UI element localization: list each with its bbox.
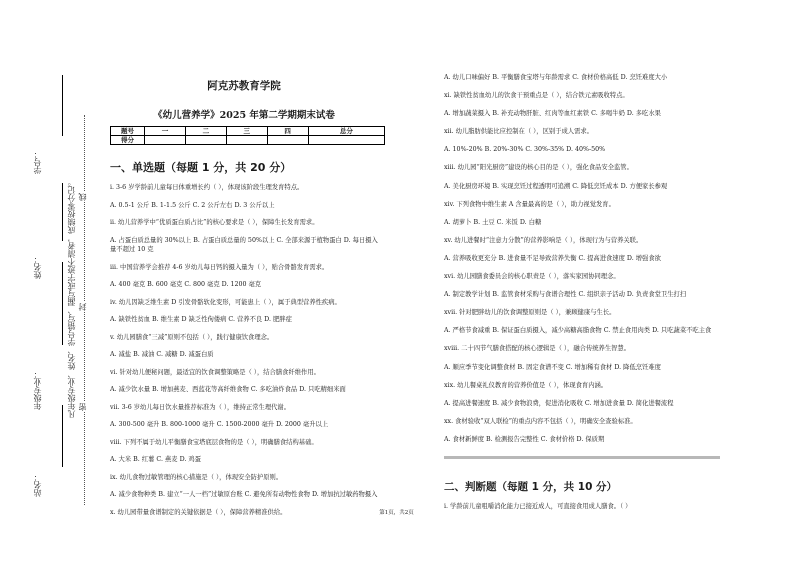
score-table-header-row	[111, 127, 385, 136]
question-options: A. 制定教学计划 B. 监管食材采购与食谱合理性 C. 组织亲子活动 D. 负责食堂卫生打扫	[444, 291, 687, 299]
question-text: ix. 幼儿食物过敏管理的核心措施是（ ），体现安全防护原则。	[110, 473, 283, 481]
question-text: xi. 缺铁性贫血幼儿的饮食干预重点是（ ），结合铁元素吸收特点。	[444, 92, 629, 100]
header-cell: 四	[267, 127, 308, 136]
question-options: A. 缺铁性贫血 B. 维生素 D 缺乏性佝偻病 C. 营养不良 D. 肥胖症	[110, 316, 292, 323]
section-heading-true-false: 二、判断题（每题 1 分，共 10 分）	[444, 481, 618, 494]
question-options: A. 提高进餐速度 B. 减少食物浪费，促进消化吸收 C. 增加进食量 D. 简化进餐流程	[444, 399, 674, 407]
question-options: A. 减盐 B. 减油 C. 减糖 D. 减蛋白质	[110, 351, 214, 358]
section-divider	[444, 456, 720, 459]
question-options: A. 美化厨房环境 B. 实现烹饪过程透明可追溯 C. 降低烹饪成本 D. 方便家长参观	[444, 182, 668, 190]
question-text: xv. 幼儿进餐时“注意力分散”的营养影响是（ ），体现行为与营养关联。	[444, 236, 643, 244]
question-text: x. 幼儿园带量食谱制定的关键依据是（ ），保障营养精准供给。	[110, 508, 287, 516]
name-label: 姓名：	[33, 255, 42, 279]
score-table-score-row	[111, 136, 385, 145]
question-text: vi. 针对幼儿便秘问题，最适宜的饮食调整策略是（ ），结合膳食纤维作用。	[110, 368, 320, 376]
question-text: viii. 下列不属于幼儿平衡膳食宝塔底层食物的是（ ），明确膳食结构基础。	[110, 438, 318, 446]
question-options: A. 0.5-1 公斤 B. 1-1.5 公斤 C. 2 公斤左右 D. 3 公斤以上	[110, 201, 275, 209]
right-column	[444, 73, 722, 520]
fill-line-name	[62, 183, 63, 241]
header-cell: 一	[145, 127, 186, 136]
header-cell: 二	[185, 127, 226, 136]
question-options: A. 胡萝卜 B. 土豆 C. 米饭 D. 白糖	[444, 218, 542, 226]
question-options: A. 大米 B. 红薯 C. 燕麦 D. 鸡蛋	[110, 456, 201, 463]
fill-line-class	[62, 262, 63, 345]
exam-title: 《幼儿营养学》2025 年第二学期期末试卷	[153, 110, 335, 121]
question-options: A. 10%-20% B. 20%-30% C. 30%-35% D. 40%-50%	[444, 146, 606, 154]
school-name: 阿克苏教育学院	[207, 80, 281, 92]
seal-mark-mi: 密	[78, 403, 87, 411]
score-cell	[185, 136, 226, 145]
score-cell	[226, 136, 267, 145]
campus-label: 站名：	[33, 473, 42, 497]
score-cell	[267, 136, 308, 145]
score-cell	[145, 136, 186, 145]
question-options: A. 300-500 毫升 B. 800-1000 毫升 C. 1500-2000 毫升 D. 2000 毫升以上	[110, 421, 329, 428]
question-text: xii. 幼儿脂肪供能比应控制在（ ），区别于成人需求。	[444, 128, 593, 136]
header-cell: 三	[226, 127, 267, 136]
binding-instruction-note: 凡年级专业、姓名、学号错写、漏写或字迹不清者，成绩按零分记。	[67, 178, 76, 418]
fill-line-campus	[62, 405, 63, 467]
score-table	[110, 126, 385, 145]
seal-mark-xian: 线	[78, 193, 87, 201]
seal-mark-feng: 封	[78, 303, 87, 311]
question-text: xiii. 幼儿园“阳光厨房”建设的核心目的是（ ），强化食品安全监管。	[444, 164, 633, 172]
student-id-label: 学号：	[33, 150, 42, 174]
page-number: 第1页，共2页	[379, 510, 414, 516]
binding-margin	[0, 0, 100, 561]
question-options: A. 减少饮水量 B. 增加燕麦、西蓝花等高纤维食物 C. 多吃油炸食品 D. 只吃精细米面	[110, 386, 346, 393]
question-text: i. 3-6 岁学龄前儿童每日体重增长约（ ），体现该阶段生理发育特点。	[110, 184, 304, 191]
question-options: A. 严格节食减重 B. 保证蛋白质摄入，减少高糖高脂食物 C. 禁止食用肉类 D. 只吃蔬菜不吃主食	[444, 327, 712, 335]
question-text: vii. 3-6 岁幼儿每日饮水量推荐标准为（ ），维持正常生理代谢。	[110, 403, 291, 411]
question-options: A. 400 毫克 B. 600 毫克 C. 800 毫克 D. 1200 毫克	[110, 281, 262, 288]
score-cell	[308, 136, 384, 145]
question-options: A. 食材新鲜度 B. 检测报告完整性 C. 食材价格 D. 保质期	[444, 435, 605, 443]
question-options: A. 幼儿口味偏好 B. 平衡膳食宝塔与年龄需求 C. 食材价格高低 D. 烹饪难度大小	[444, 74, 668, 81]
left-column	[110, 78, 378, 525]
question-options: A. 占蛋白质总量的 30%以上 B. 占蛋白质总量的 50%以上 C. 全部来源于植物蛋白 D. 每日摄入量不超过 10 克	[110, 236, 378, 253]
question-options: A. 减少食物种类 B. 建立“一人一档”过敏原台账 C. 避免所有动物性食物 D. 增加抗过敏药物摄入	[110, 491, 378, 498]
question-text: iii. 中国营养学会推荐 4-6 岁幼儿每日钙的摄入量为（ ），贴合骨骼发育需求。	[110, 263, 329, 271]
question-text: xvi. 幼儿园膳食委员会的核心职责是（ ），落实家园协同理念。	[444, 273, 620, 281]
row-label-cell: 得分	[111, 136, 145, 145]
question-text: xvii. 针对肥胖幼儿的饮食调整原则是（ ），兼顾健康与生长。	[444, 309, 616, 317]
question-text: i. 学龄前儿童咀嚼消化能力已接近成人，可直接食用成人膳食。（ ）	[444, 503, 632, 511]
question-text: xx. 食材验收“双人联检”的重点内容不包括（ ），明确安全查验标准。	[444, 417, 637, 425]
question-text: xiv. 下列食物中维生素 A 含量最高的是（ ），助力视觉发育。	[444, 200, 615, 208]
question-options: A. 营养吸收更充分 B. 进食量不足导致营养失衡 C. 提高进食速度 D. 增强食欲	[444, 254, 661, 262]
fill-line-student-id	[62, 75, 63, 136]
question-text: v. 幼儿园膳食“三减”原则不包括（ ），践行健康饮食理念。	[110, 333, 274, 341]
question-text: ii. 幼儿营养学中“优质蛋白质占比”的核心要求是（ ），保障生长发育需求。	[110, 219, 319, 226]
header-cell: 题号	[111, 127, 145, 136]
header-cell: 总分	[308, 127, 384, 136]
question-text: xix. 幼儿餐桌礼仪教育的营养价值是（ ），体现食育内涵。	[444, 381, 608, 389]
question-options: A. 增加蔬菜摄入 B. 补充动物肝脏、红肉等血红素铁 C. 多喝牛奶 D. 多吃水果	[444, 110, 661, 118]
question-options: A. 顺应季节变化调整食材 B. 固定食谱不变 C. 增加稀有食材 D. 降低烹饪难度	[444, 363, 661, 371]
section-heading-single-choice: 一、单选题（每题 1 分，共 20 分）	[110, 161, 292, 174]
class-major-label: 年级专业：	[33, 370, 42, 410]
question-text: iv. 幼儿因缺乏维生素 D 引发骨骼软化变形，可能患上（ ），属于典型营养性疾病。	[110, 298, 341, 306]
question-text: xviii. 二十四节气膳食搭配的核心逻辑是（ ），融合传统养生智慧。	[444, 345, 631, 353]
